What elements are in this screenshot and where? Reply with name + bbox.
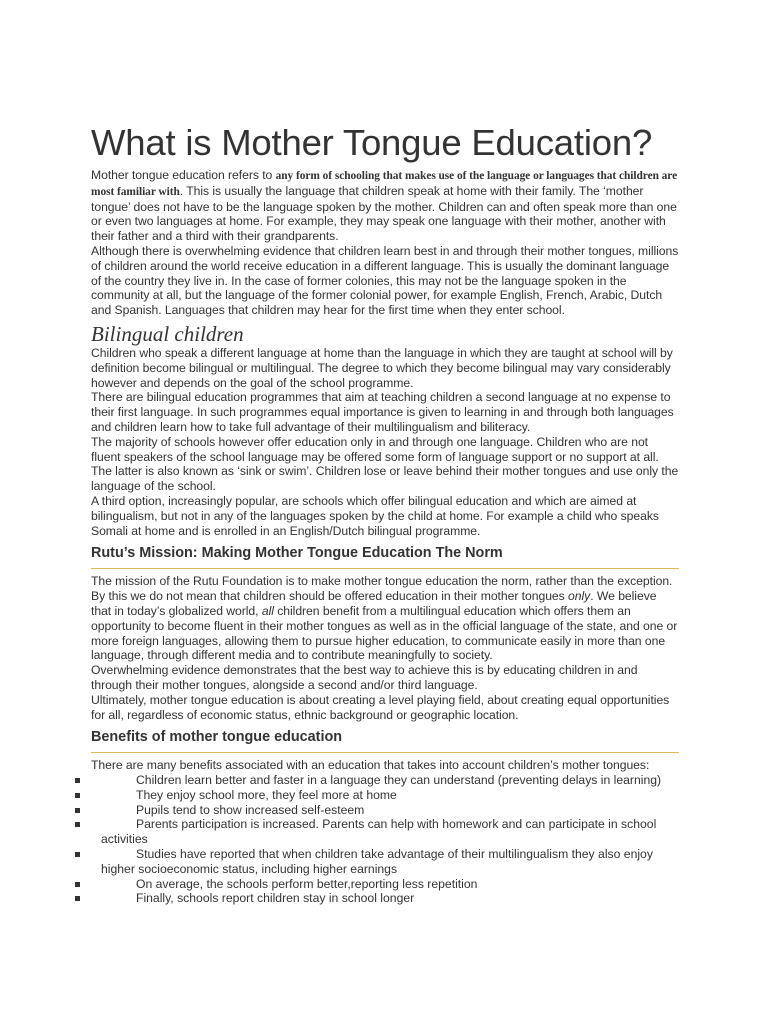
benefits-list: [75, 773, 679, 906]
bilingual-paragraph-3: The majority of schools however offer education only in and through one language. Children who are not fluent speakers of the school language may be offered some form of language support or no support at all. The latter is also known as ‘sink or swim’. Children lose or leave behind their mother tongues and use only the language of the school.: [91, 434, 679, 494]
section-divider: [91, 568, 679, 569]
list-item: Finally, schools report children stay in school longer: [75, 891, 679, 906]
list-item: Studies have reported that when children take advantage of their multilingualism they also enjoy higher socioeconomic status, including higher earnings: [75, 847, 679, 877]
mission-paragraph-4: Ultimately, mother tongue education is about creating a level playing field, about creating equal opportunities for all, regardless of economic status, ethnic background or geographic location.: [91, 692, 670, 722]
page-title: What is Mother Tongue Education?: [91, 122, 653, 163]
bullet-icon: [75, 882, 80, 887]
mission-paragraph-3: Overwhelming evidence demonstrates that the best way to achieve this is by educating children in and through their mother tongues, alongside a second and/or third language.: [91, 663, 638, 692]
benefits-heading: Benefits of mother tongue education: [91, 729, 343, 746]
intro-paragraph: Mother tongue education refers to any form of schooling that makes use of the language or languages that children are most familiar with. This is usually the language that children speak at home with their family. The ‘mother tongue’ does not have to be the language spoken by the mother. Children can and often speak more than one or even two languages at home. For example, they may speak one language with their mother, another with their father and a third with their grandparents.: [91, 168, 678, 244]
benefits-intro: There are many benefits associated with an education that takes into account children’s mother tongues:: [91, 758, 650, 773]
bullet-icon: [75, 852, 80, 857]
bullet-icon: [75, 822, 80, 827]
list-item: Parents participation is increased. Parents can help with homework and can participate in school activities: [75, 817, 679, 847]
bilingual-paragraph-1: Children who speak a different language at home than the language in which they are taught at school will by definition become bilingual or multilingual. The degree to which they become bilingual may vary considerably however and depends on the goal of the school programme.: [91, 345, 673, 390]
list-item: On average, the schools perform better,reporting less repetition: [75, 877, 679, 892]
mission-paragraph-1: The mission of the Rutu Foundation is to make mother tongue education the norm, rather than the exception.: [91, 574, 673, 589]
mission-paragraph-2: By this we do not mean that children should be offered education in their mother tongues only. We believe that in today’s globalized world, all children benefit from a multilingual education which offers them an opportunity to become fluent in their mother tongues as well as in the official language of the state, and one or more foreign languages, allowing them to pursue higher education, to communicate easily in more than one language, through different media and to contribute meaningfully to society.: [91, 589, 678, 663]
bullet-icon: [75, 793, 80, 798]
intro-paragraph-2: Although there is overwhelming evidence that children learn best in and through their mother tongues, millions of children around the world receive education in a different language. This is usually the dominant language of the country they live in. In the case of former colonies, this may not be the language spoken in the community at all, but the language of the former colonial power, for example English, French, Arabic, Dutch and Spanish. Languages that children may hear for the first time when they enter school.: [91, 243, 679, 318]
bilingual-heading: Bilingual children: [91, 321, 244, 346]
bullet-icon: [75, 896, 80, 901]
list-item: Pupils tend to show increased self-esteem: [75, 803, 679, 818]
mission-heading: Rutu’s Mission: Making Mother Tongue Education The Norm: [91, 545, 503, 562]
bullet-icon: [75, 778, 80, 783]
section-divider: [91, 752, 679, 753]
article: [91, 121, 679, 906]
bilingual-paragraph-4: A third option, increasingly popular, are schools which offer bilingual education and which are aimed at bilingualism, but not in any of the languages spoken by the child at home. For example a child who speaks Somali at home and is enrolled in an English/Dutch bilingual programme.: [91, 493, 659, 538]
list-item: They enjoy school more, they feel more at home: [75, 788, 679, 803]
bilingual-paragraph-2: There are bilingual education programmes that aim at teaching children a second language at no expense to their first language. In such programmes equal importance is given to learning in and through both languages and children learn how to take full advantage of their multilingualism and biliteracy.: [91, 390, 674, 434]
bullet-icon: [75, 808, 80, 813]
list-item: Children learn better and faster in a language they can understand (preventing delays in learning): [75, 773, 679, 788]
definition-emphasis: any form of schooling that makes use of the language or languages that children are most familiar with: [91, 170, 678, 198]
